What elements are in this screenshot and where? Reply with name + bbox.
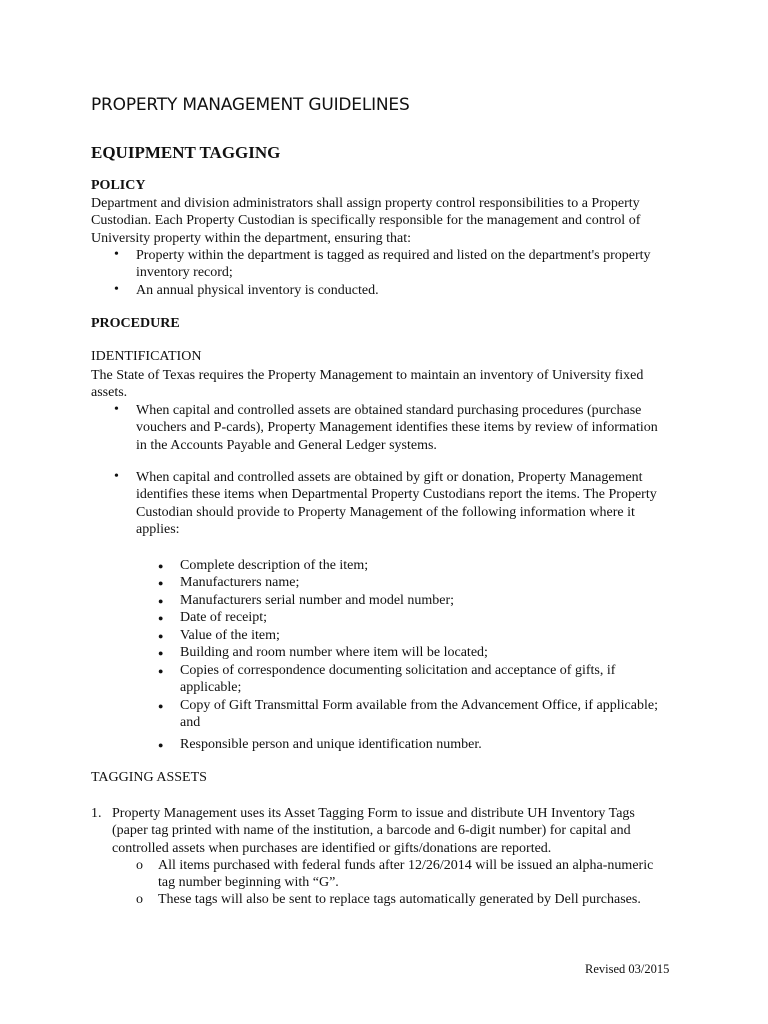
bullet-icon: • (114, 282, 119, 297)
text-line: controlled assets when purchases are identified or gifts/donations are reported. (112, 840, 552, 856)
text-line: identifies these items when Departmental Property Custodians report the items. The Property (136, 487, 657, 503)
tagging-sub-item (158, 857, 653, 892)
tagging-sub-item: These tags will also be sent to replace tags automatically generated by Dell purchases. (158, 892, 641, 907)
bullet-icon: • (114, 402, 119, 417)
bullet-icon: ● (158, 701, 164, 711)
identification-bullet (136, 402, 658, 454)
policy-bullet (136, 247, 651, 282)
text-line: (paper tag printed with name of the institution, a barcode and 6-digit number) for capital and (112, 823, 631, 839)
text-line: Copy of Gift Transmittal Form available from the Advancement Office, if applicable; (180, 698, 658, 713)
info-item: Complete description of the item; (180, 558, 369, 573)
identification-heading: IDENTIFICATION (91, 349, 202, 364)
text-line: applicable; (180, 680, 242, 696)
text-line: Department and division administrators shall assign property control responsibilities to a Property (91, 196, 640, 211)
tagging-heading: TAGGING ASSETS (91, 770, 207, 785)
circle-bullet-icon: o (136, 892, 143, 907)
text-line: The State of Texas requires the Property Management to maintain an inventory of University fixed (91, 368, 644, 383)
policy-bullet: An annual physical inventory is conducted. (136, 283, 379, 298)
text-line: and (180, 715, 201, 731)
revision-footer: Revised 03/2015 (585, 962, 670, 976)
text-line: Custodian should provide to Property Management of the following information where it (136, 504, 635, 520)
bullet-icon: ● (158, 666, 164, 676)
info-item: Building and room number where item will be located; (180, 645, 488, 660)
text-line: inventory record; (136, 265, 233, 281)
identification-paragraph (91, 367, 643, 402)
bullet-icon: ● (158, 613, 164, 623)
document-title: PROPERTY MANAGEMENT GUIDELINES (91, 95, 410, 115)
bullet-icon: ● (158, 578, 164, 588)
info-item: Manufacturers name; (180, 575, 300, 590)
text-line: Property within the department is tagged as required and listed on the department's property (136, 248, 651, 263)
bullet-icon: ● (158, 648, 164, 658)
text-line: vouchers and P-cards), Property Management identifies these items by review of information (136, 420, 658, 436)
policy-paragraph (91, 195, 640, 247)
text-line: in the Accounts Payable and General Ledger systems. (136, 437, 437, 453)
info-item (180, 662, 615, 697)
bullet-icon: ● (158, 740, 164, 750)
text-line: When capital and controlled assets are obtained standard purchasing procedures (purchase (136, 403, 642, 418)
text-line: All items purchased with federal funds after 12/26/2014 will be issued an alpha-numeric (158, 858, 654, 873)
bullet-icon: • (114, 247, 119, 262)
bullet-icon: ● (158, 561, 164, 571)
bullet-icon: ● (158, 596, 164, 606)
info-item (180, 697, 658, 732)
text-line: Custodian. Each Property Custodian is specifically responsible for the management and control of (91, 213, 641, 229)
info-item: Manufacturers serial number and model number; (180, 593, 455, 608)
text-line: When capital and controlled assets are obtained by gift or donation, Property Management (136, 470, 643, 485)
text-line: Property Management uses its Asset Tagging Form to issue and distribute UH Inventory Tags (112, 806, 635, 821)
identification-bullet (136, 469, 657, 539)
text-line: University property within the department, ensuring that: (91, 230, 411, 246)
section-heading: EQUIPMENT TAGGING (91, 143, 281, 162)
text-line: Copies of correspondence documenting solicitation and acceptance of gifts, if (180, 663, 616, 678)
info-item: Value of the item; (180, 628, 280, 643)
procedure-heading: PROCEDURE (91, 316, 180, 331)
text-line: applies: (136, 522, 180, 538)
policy-heading: POLICY (91, 178, 146, 193)
text-line: tag number beginning with “G”. (158, 875, 339, 891)
circle-bullet-icon: o (136, 858, 143, 873)
bullet-icon: • (114, 469, 119, 484)
info-item: Date of receipt; (180, 610, 268, 625)
bullet-icon: ● (158, 631, 164, 641)
tagging-item (112, 805, 635, 857)
info-item: Responsible person and unique identification number. (180, 737, 482, 752)
list-number: 1. (91, 806, 102, 821)
text-line: assets. (91, 385, 128, 401)
